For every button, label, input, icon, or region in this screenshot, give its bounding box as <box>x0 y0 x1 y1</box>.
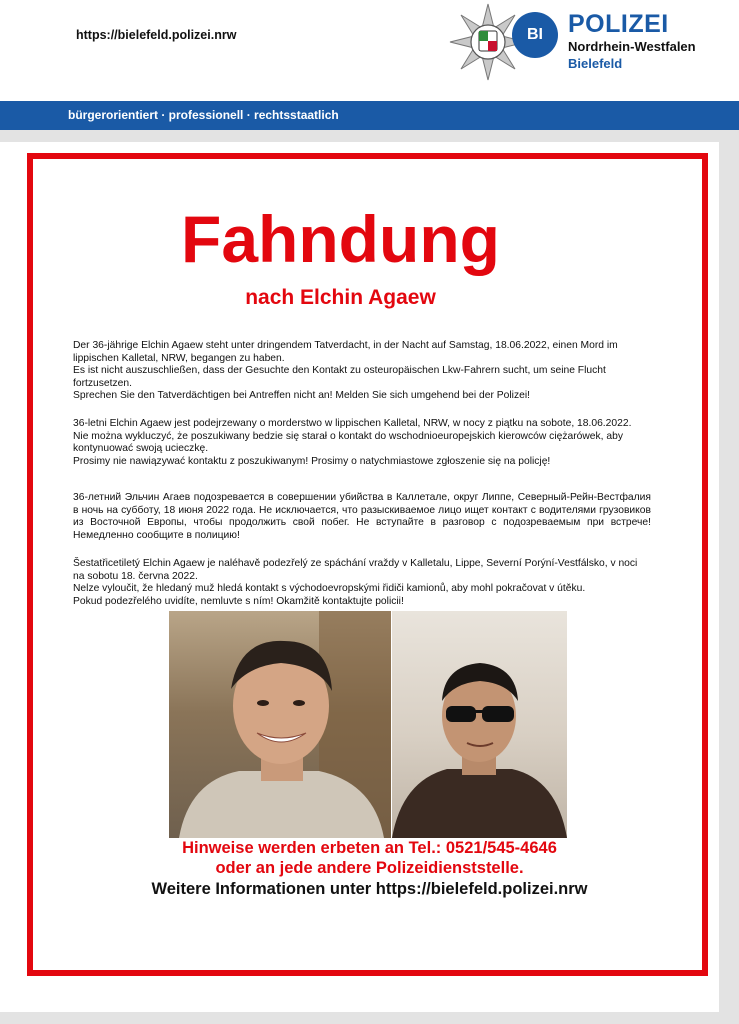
paragraph-russian <box>73 492 651 542</box>
slogan-text: bürgerorientiert · professionell · rechtsstaatlich <box>68 108 339 122</box>
logo-state: Nordrhein-Westfalen <box>568 39 696 54</box>
gray-divider <box>0 130 739 142</box>
poster-headline: Fahndung <box>181 202 500 276</box>
slogan-bar <box>0 101 739 130</box>
czech-line-2: Nelze vyloučit, že hledaný muž hledá kontakt s východoevropskými řidiči kamionů, aby mohl pokračovat v útěku. <box>73 583 586 595</box>
suspect-photo-sunglasses <box>392 611 567 838</box>
german-line-1: Der 36-jährige Elchin Agaew steht unter dringendem Tatverdacht, in der Nacht auf Samstag, 18.06.2022, einen Mord im lippischen Kalletal, NRW, begangen zu haben. <box>73 340 618 364</box>
header-url[interactable]: https://bielefeld.polizei.nrw <box>76 28 237 42</box>
city-badge: BI <box>512 12 558 58</box>
contact-info-url: Weitere Informationen unter https://bielefeld.polizei.nrw <box>151 880 588 898</box>
polish-line-3: Prosimy nie nawiązywać kontaktu z poszukiwanym! Prosimy o natychmiastowe zgłoszenie się na policję! <box>73 455 551 467</box>
paragraph-polish <box>73 418 651 468</box>
czech-line-1: Šestatřicetiletý Elchin Agaew je naléhavě podezřelý ze spáchání vraždy v Kalletalu, Lippe, Severní Porýní-Vestfálsko, v noci na sobotu 18. června 2022. <box>73 558 638 582</box>
russian-text: 36-летний Эльчин Агаев подозревается в совершении убийства в Каллетале, округ Липпе, Северный-Рейн-Вестфалия в ночь на субботу, 18 июня 2022 года. Не исключается, что разыскиваемое лицо ищет контакт с водителями грузовиков из Восточной Европы, чтобы продолжить свой побег. Не вступайте в разговор с подозреваемым при встрече! Немедленно сообщите в полицию! <box>73 492 651 541</box>
polizei-logo <box>448 2 738 82</box>
logo-city: Bielefeld <box>568 56 623 71</box>
gray-margin-bottom <box>0 1012 739 1024</box>
paragraph-german <box>73 340 651 403</box>
german-line-3: Sprechen Sie den Tatverdächtigen bei Antreffen nicht an! Melden Sie sich umgehend bei der Polizei! <box>73 390 530 402</box>
paragraph-czech <box>73 558 651 608</box>
suspect-photo-smiling <box>169 611 391 838</box>
german-line-2: Es ist nicht auszuschließen, dass der Gesuchte den Kontakt zu osteuropäischen Lkw-Fahrern sucht, um seine Flucht fortzusetzen. <box>73 365 606 389</box>
polish-line-1: 36-letni Elchin Agaew jest podejrzewany o morderstwo w lippischen Kalletal, NRW, w nocy z piątku na sobote, 18.06.2022. <box>73 418 632 429</box>
contact-other-station: oder an jede andere Polizeidienststelle. <box>215 859 524 877</box>
contact-phone: Hinweise werden erbeten an Tel.: 0521/545-4646 <box>182 839 557 857</box>
czech-line-3: Pokud podezřelého uvidíte, nemluvte s ním! Okamžitě kontaktujte policii! <box>73 595 404 607</box>
logo-title: POLIZEI <box>568 10 669 38</box>
poster-subheadline: nach Elchin Agaew <box>245 286 436 309</box>
polish-line-2: Nie można wykluczyć, że poszukiwany bedzie się starał o kontakt do wschodnioeuropejskich kierowców ciężarówek, aby kontynuować swoją ucieczkę. <box>73 430 623 455</box>
